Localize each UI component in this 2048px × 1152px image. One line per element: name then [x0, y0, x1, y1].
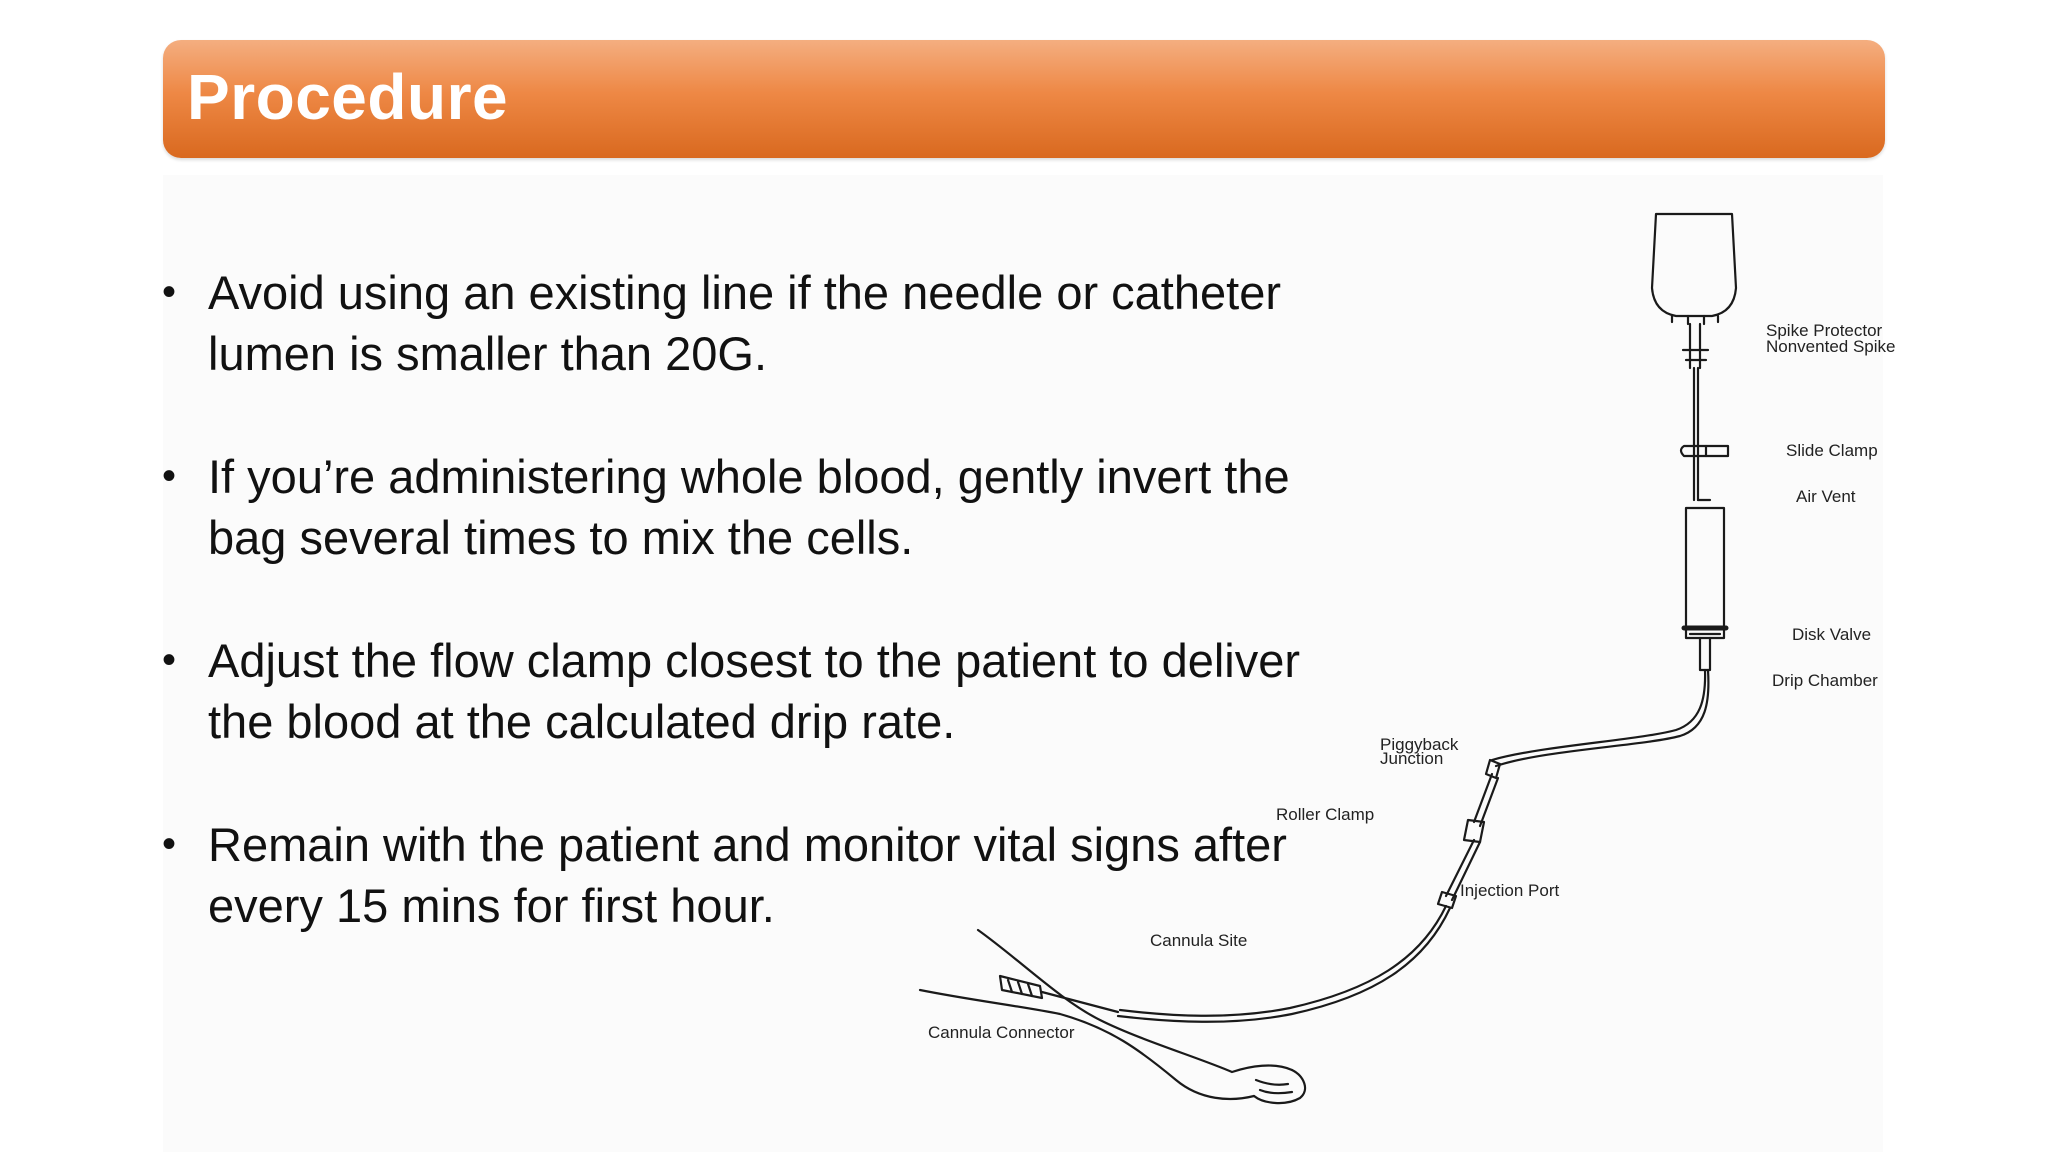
label-cannula-connector: Cannula Connector — [928, 1023, 1075, 1042]
bullet-item — [160, 630, 1420, 752]
label-spike-protector: Spike Protector — [1766, 321, 1883, 340]
title-bar — [163, 40, 1885, 158]
piggyback-junction-icon — [1486, 760, 1500, 778]
bullet-point: • — [162, 638, 177, 682]
bullet-point: • — [162, 270, 177, 314]
bullet-text-line: If you’re administering whole blood, gently invert the — [208, 450, 1290, 503]
blood-bag-icon — [1652, 214, 1736, 316]
slide-title: Procedure — [187, 61, 509, 133]
label-piggyback-junction-1: Piggyback — [1380, 735, 1459, 754]
label-cannula-site: Cannula Site — [1150, 931, 1248, 950]
label-drip-chamber: Drip Chamber — [1772, 671, 1878, 690]
slide-clamp-icon — [1681, 446, 1728, 456]
label-roller-clamp: Roller Clamp — [1276, 805, 1375, 824]
label-piggyback-junction-2: Junction — [1380, 749, 1444, 768]
label-injection-port: Injection Port — [1460, 881, 1560, 900]
bullet-point: • — [162, 822, 177, 866]
bullet-item — [160, 262, 1420, 384]
bullet-text-line: bag several times to mix the cells. — [208, 511, 914, 564]
bullet-text-line: the blood at the calculated drip rate. — [208, 695, 956, 748]
label-nonvented-spike: Nonvented Spike — [1766, 337, 1896, 356]
bullet-item — [160, 446, 1420, 568]
bullet-text-line: every 15 mins for first hour. — [208, 879, 775, 932]
bullet-list — [160, 262, 1420, 998]
bullet-text-line: Avoid using an existing line if the needle or catheter — [208, 266, 1281, 319]
label-slide-clamp: Slide Clamp — [1786, 441, 1878, 460]
drip-chamber-icon — [1686, 508, 1724, 638]
label-disk-valve: Disk Valve — [1792, 625, 1872, 644]
bullet-text-line: lumen is smaller than 20G. — [208, 327, 768, 380]
bullet-text-line: Adjust the flow clamp closest to the patient to deliver — [208, 634, 1301, 687]
bullet-point: • — [162, 454, 177, 498]
bullet-text-line: Remain with the patient and monitor vital signs after — [208, 818, 1287, 871]
label-air-vent: Air Vent — [1796, 487, 1856, 506]
iv-tubing — [1492, 670, 1705, 760]
bullet-item — [160, 814, 1420, 936]
